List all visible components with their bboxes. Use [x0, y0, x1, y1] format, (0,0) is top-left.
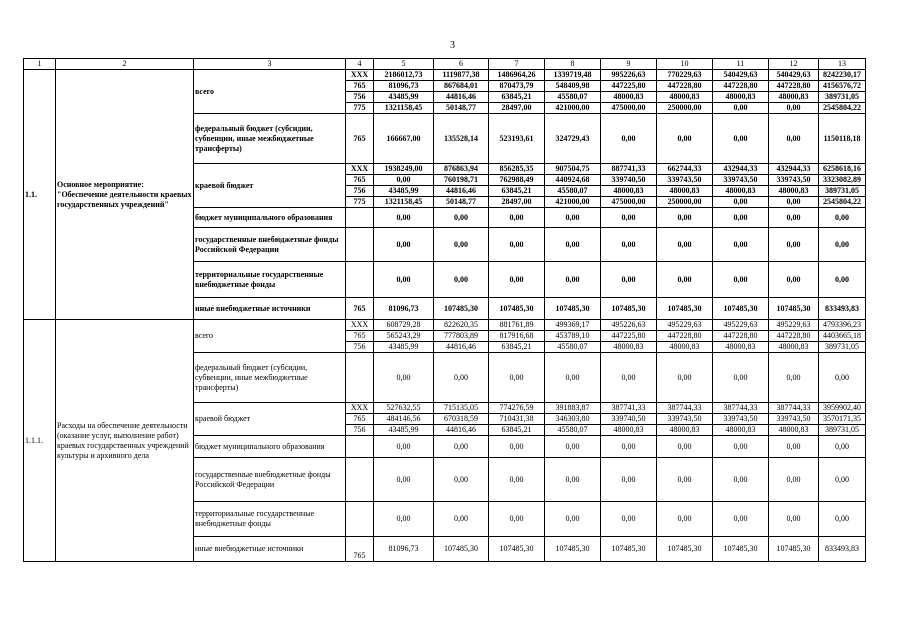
- amount-cell: 499369,17: [545, 320, 601, 331]
- amount-cell: 0,00: [374, 458, 434, 502]
- amount-cell: 447228,80: [657, 81, 713, 92]
- item-index: 1.1.1.: [24, 320, 56, 562]
- amount-cell: 662744,33: [657, 164, 713, 175]
- amount-cell: 421000,00: [545, 103, 601, 114]
- amount-cell: 0,00: [434, 502, 489, 537]
- amount-cell: 50148,77: [434, 103, 489, 114]
- amount-cell: 107485,30: [769, 537, 819, 562]
- amount-cell: 0,00: [545, 436, 601, 458]
- budget-code: 765: [346, 537, 374, 562]
- amount-cell: 447225,80: [601, 331, 657, 342]
- amount-cell: 48000,83: [713, 186, 769, 197]
- amount-cell: 0,00: [434, 208, 489, 228]
- amount-cell: 63845,21: [489, 92, 545, 103]
- amount-cell: 1321158,45: [374, 103, 434, 114]
- amount-cell: 107485,30: [489, 537, 545, 562]
- amount-cell: 0,00: [545, 353, 601, 403]
- amount-cell: 48000,83: [601, 92, 657, 103]
- amount-cell: 0,00: [601, 208, 657, 228]
- amount-cell: 4156576,72: [819, 81, 866, 92]
- amount-cell: 0,00: [601, 436, 657, 458]
- amount-cell: 0,00: [769, 228, 819, 262]
- budget-code: 765: [346, 114, 374, 164]
- amount-cell: 107485,30: [713, 298, 769, 320]
- amount-cell: 389731,05: [819, 92, 866, 103]
- amount-cell: 107485,30: [601, 298, 657, 320]
- amount-cell: 833493,83: [819, 298, 866, 320]
- amount-cell: 28497,00: [489, 197, 545, 208]
- amount-cell: 0,00: [713, 436, 769, 458]
- amount-cell: 107485,30: [545, 298, 601, 320]
- amount-cell: 135528,14: [434, 114, 489, 164]
- amount-cell: 432944,33: [769, 164, 819, 175]
- amount-cell: 44816,46: [434, 92, 489, 103]
- budget-code: XXX: [346, 70, 374, 81]
- amount-cell: 166667,00: [374, 114, 434, 164]
- amount-cell: 447228,80: [657, 331, 713, 342]
- amount-cell: 0,00: [819, 502, 866, 537]
- amount-cell: 876863,94: [434, 164, 489, 175]
- amount-cell: 1938249,00: [374, 164, 434, 175]
- amount-cell: 45580,07: [545, 186, 601, 197]
- amount-cell: 833493,83: [819, 537, 866, 562]
- amount-cell: 107485,30: [657, 298, 713, 320]
- amount-cell: 50148,77: [434, 197, 489, 208]
- amount-cell: 1339719,48: [545, 70, 601, 81]
- funding-source: федеральный бюджет (субсидии, субвенции, иные межбюджетные трансферты): [194, 114, 346, 164]
- amount-cell: 0,00: [769, 353, 819, 403]
- amount-cell: 0,00: [489, 502, 545, 537]
- amount-cell: 48000,83: [769, 342, 819, 353]
- amount-cell: 0,00: [601, 502, 657, 537]
- budget-code: 756: [346, 342, 374, 353]
- amount-cell: 0,00: [713, 114, 769, 164]
- budget-code: 765: [346, 81, 374, 92]
- amount-cell: 822620,35: [434, 320, 489, 331]
- amount-cell: 0,00: [769, 502, 819, 537]
- amount-cell: 0,00: [657, 114, 713, 164]
- budget-code: 765: [346, 175, 374, 186]
- budget-code: [346, 262, 374, 298]
- amount-cell: 484146,56: [374, 414, 434, 425]
- amount-cell: 0,00: [545, 262, 601, 298]
- amount-cell: 3959902,40: [819, 403, 866, 414]
- amount-cell: 548409,98: [545, 81, 601, 92]
- funding-source: всего: [194, 320, 346, 353]
- budget-code: 756: [346, 425, 374, 436]
- amount-cell: 4793396,23: [819, 320, 866, 331]
- column-number-row: [24, 59, 866, 70]
- amount-cell: 0,00: [769, 114, 819, 164]
- amount-cell: 817916,68: [489, 331, 545, 342]
- column-number: 9: [601, 59, 657, 70]
- amount-cell: 0,00: [769, 103, 819, 114]
- amount-cell: 107485,30: [434, 298, 489, 320]
- amount-cell: 0,00: [819, 262, 866, 298]
- column-number: 2: [56, 59, 194, 70]
- amount-cell: 540429,63: [769, 70, 819, 81]
- amount-cell: 0,00: [819, 228, 866, 262]
- amount-cell: 0,00: [713, 262, 769, 298]
- amount-cell: 339743,50: [713, 414, 769, 425]
- amount-cell: 760198,71: [434, 175, 489, 186]
- amount-cell: 0,00: [489, 353, 545, 403]
- column-number: 11: [713, 59, 769, 70]
- amount-cell: 0,00: [489, 458, 545, 502]
- amount-cell: 2545804,22: [819, 197, 866, 208]
- amount-cell: 0,00: [545, 208, 601, 228]
- amount-cell: 0,00: [545, 458, 601, 502]
- amount-cell: 0,00: [657, 262, 713, 298]
- amount-cell: 4403665,18: [819, 331, 866, 342]
- amount-cell: 81096,73: [374, 298, 434, 320]
- funding-source: краевой бюджет: [194, 164, 346, 208]
- amount-cell: 2545804,22: [819, 103, 866, 114]
- amount-cell: 48000,83: [601, 425, 657, 436]
- budget-code: 756: [346, 186, 374, 197]
- amount-cell: 421000,00: [545, 197, 601, 208]
- amount-cell: 495229,63: [657, 320, 713, 331]
- amount-cell: 107485,30: [601, 537, 657, 562]
- amount-cell: 1321158,45: [374, 197, 434, 208]
- amount-cell: 0,00: [657, 458, 713, 502]
- column-number: 7: [489, 59, 545, 70]
- budget-code: 756: [346, 92, 374, 103]
- amount-cell: 432944,33: [713, 164, 769, 175]
- amount-cell: 907504,75: [545, 164, 601, 175]
- amount-cell: 0,00: [713, 502, 769, 537]
- amount-cell: 43485,99: [374, 186, 434, 197]
- amount-cell: 0,00: [769, 436, 819, 458]
- budget-code: [346, 436, 374, 458]
- amount-cell: 346303,80: [545, 414, 601, 425]
- amount-cell: 387741,33: [601, 403, 657, 414]
- amount-cell: 495226,63: [601, 320, 657, 331]
- amount-cell: 0,00: [489, 208, 545, 228]
- amount-cell: 0,00: [713, 197, 769, 208]
- amount-cell: 339740,50: [601, 175, 657, 186]
- amount-cell: 0,00: [601, 114, 657, 164]
- amount-cell: 389731,05: [819, 342, 866, 353]
- amount-cell: 0,00: [769, 458, 819, 502]
- amount-cell: 107485,30: [434, 537, 489, 562]
- amount-cell: 44816,46: [434, 342, 489, 353]
- amount-cell: 48000,83: [769, 92, 819, 103]
- amount-cell: 440924,68: [545, 175, 601, 186]
- funding-source: краевой бюджет: [194, 403, 346, 436]
- amount-cell: 339743,50: [657, 414, 713, 425]
- table-row: [24, 70, 866, 81]
- amount-cell: 44816,46: [434, 425, 489, 436]
- amount-cell: 495229,63: [713, 320, 769, 331]
- amount-cell: 3323082,89: [819, 175, 866, 186]
- amount-cell: 540429,63: [713, 70, 769, 81]
- amount-cell: 389731,05: [819, 425, 866, 436]
- amount-cell: 762988,49: [489, 175, 545, 186]
- amount-cell: 339743,50: [657, 175, 713, 186]
- amount-cell: 107485,30: [545, 537, 601, 562]
- budget-code: XXX: [346, 403, 374, 414]
- amount-cell: 0,00: [601, 353, 657, 403]
- amount-cell: 43485,99: [374, 342, 434, 353]
- amount-cell: 0,00: [713, 228, 769, 262]
- amount-cell: 0,00: [374, 175, 434, 186]
- amount-cell: 447228,80: [713, 331, 769, 342]
- amount-cell: 0,00: [769, 197, 819, 208]
- amount-cell: 447228,80: [769, 331, 819, 342]
- amount-cell: 43485,99: [374, 92, 434, 103]
- column-number: 3: [194, 59, 346, 70]
- page-number: 3: [450, 40, 455, 51]
- item-title: Расходы на обеспечение деятельности (оказание услуг, выполнение работ) краевых государственных учреждений культуры и архивного дела: [56, 320, 194, 562]
- budget-table: [23, 58, 866, 562]
- amount-cell: 495229,63: [769, 320, 819, 331]
- amount-cell: 0,00: [434, 436, 489, 458]
- amount-cell: 0,00: [545, 228, 601, 262]
- amount-cell: 0,00: [434, 262, 489, 298]
- amount-cell: 48000,83: [713, 342, 769, 353]
- amount-cell: 48000,83: [657, 425, 713, 436]
- amount-cell: 48000,83: [713, 425, 769, 436]
- amount-cell: 0,00: [374, 502, 434, 537]
- budget-code: 765: [346, 331, 374, 342]
- amount-cell: 0,00: [819, 208, 866, 228]
- amount-cell: 0,00: [374, 228, 434, 262]
- amount-cell: 0,00: [657, 436, 713, 458]
- amount-cell: 107485,30: [713, 537, 769, 562]
- amount-cell: 0,00: [713, 458, 769, 502]
- amount-cell: 710431,38: [489, 414, 545, 425]
- amount-cell: 389731,05: [819, 186, 866, 197]
- funding-source: территориальные государственные внебюджетные фонды: [194, 262, 346, 298]
- column-number: 6: [434, 59, 489, 70]
- amount-cell: 0,00: [374, 208, 434, 228]
- item-title: Основное мероприятие: "Обеспечение деятельности краевых государственных учреждений": [56, 70, 194, 320]
- amount-cell: 0,00: [374, 436, 434, 458]
- amount-cell: 447228,80: [713, 81, 769, 92]
- amount-cell: 324729,43: [545, 114, 601, 164]
- amount-cell: 1119877,38: [434, 70, 489, 81]
- table-row: [24, 320, 866, 331]
- amount-cell: 45580,07: [545, 92, 601, 103]
- amount-cell: 0,00: [769, 262, 819, 298]
- column-number: 8: [545, 59, 601, 70]
- amount-cell: 887741,33: [601, 164, 657, 175]
- budget-code: XXX: [346, 164, 374, 175]
- amount-cell: 0,00: [819, 353, 866, 403]
- funding-source: иные внебюджетные источники: [194, 537, 346, 562]
- amount-cell: 0,00: [489, 436, 545, 458]
- column-number: 5: [374, 59, 434, 70]
- budget-code: 765: [346, 298, 374, 320]
- amount-cell: 391883,87: [545, 403, 601, 414]
- amount-cell: 777803,89: [434, 331, 489, 342]
- column-number: 13: [819, 59, 866, 70]
- amount-cell: 870473,79: [489, 81, 545, 92]
- amount-cell: 867684,01: [434, 81, 489, 92]
- amount-cell: 1150118,18: [819, 114, 866, 164]
- funding-source: иные внебюджетные источники: [194, 298, 346, 320]
- amount-cell: 8242230,17: [819, 70, 866, 81]
- amount-cell: 48000,83: [657, 92, 713, 103]
- amount-cell: 0,00: [819, 436, 866, 458]
- budget-code: 775: [346, 103, 374, 114]
- amount-cell: 48000,83: [713, 92, 769, 103]
- amount-cell: 475000,00: [601, 103, 657, 114]
- amount-cell: 48000,83: [769, 425, 819, 436]
- budget-code: 775: [346, 197, 374, 208]
- budget-code: [346, 353, 374, 403]
- amount-cell: 0,00: [657, 228, 713, 262]
- amount-cell: 48000,83: [657, 186, 713, 197]
- funding-source: территориальные государственные внебюджетные фонды: [194, 502, 346, 537]
- amount-cell: 453789,10: [545, 331, 601, 342]
- column-number: 12: [769, 59, 819, 70]
- amount-cell: 48000,83: [769, 186, 819, 197]
- amount-cell: 387744,33: [713, 403, 769, 414]
- amount-cell: 81096,73: [374, 537, 434, 562]
- item-index: 1.1.: [24, 70, 56, 320]
- amount-cell: 387744,33: [769, 403, 819, 414]
- amount-cell: 3570171,35: [819, 414, 866, 425]
- amount-cell: 0,00: [545, 502, 601, 537]
- amount-cell: 0,00: [657, 353, 713, 403]
- amount-cell: 339743,50: [769, 175, 819, 186]
- amount-cell: 0,00: [713, 103, 769, 114]
- amount-cell: 0,00: [601, 228, 657, 262]
- amount-cell: 0,00: [657, 502, 713, 537]
- amount-cell: 387744,33: [657, 403, 713, 414]
- amount-cell: 339740,50: [601, 414, 657, 425]
- amount-cell: 0,00: [713, 208, 769, 228]
- column-number: 10: [657, 59, 713, 70]
- amount-cell: 48000,83: [601, 342, 657, 353]
- amount-cell: 0,00: [434, 228, 489, 262]
- amount-cell: 44816,46: [434, 186, 489, 197]
- amount-cell: 63845,21: [489, 425, 545, 436]
- amount-cell: 475000,00: [601, 197, 657, 208]
- funding-source: бюджет муниципального образования: [194, 208, 346, 228]
- amount-cell: 0,00: [601, 262, 657, 298]
- amount-cell: 856285,35: [489, 164, 545, 175]
- funding-source: всего: [194, 70, 346, 114]
- amount-cell: 995226,63: [601, 70, 657, 81]
- amount-cell: 0,00: [713, 353, 769, 403]
- budget-code: [346, 208, 374, 228]
- amount-cell: 0,00: [434, 353, 489, 403]
- funding-source: федеральный бюджет (субсидии, субвенции, иные межбюджетные трансферты): [194, 353, 346, 403]
- funding-source: государственные внебюджетные фонды Российской Федерации: [194, 228, 346, 262]
- amount-cell: 6258618,16: [819, 164, 866, 175]
- amount-cell: 774276,59: [489, 403, 545, 414]
- amount-cell: 608729,28: [374, 320, 434, 331]
- funding-source: государственные внебюджетные фонды Российской Федерации: [194, 458, 346, 502]
- amount-cell: 28497,00: [489, 103, 545, 114]
- amount-cell: 0,00: [819, 458, 866, 502]
- amount-cell: 107485,30: [657, 537, 713, 562]
- amount-cell: 81096,73: [374, 81, 434, 92]
- column-number: 1: [24, 59, 56, 70]
- budget-code: 765: [346, 414, 374, 425]
- amount-cell: 0,00: [489, 262, 545, 298]
- amount-cell: 63845,21: [489, 342, 545, 353]
- budget-code: [346, 502, 374, 537]
- amount-cell: 107485,30: [769, 298, 819, 320]
- amount-cell: 523193,61: [489, 114, 545, 164]
- budget-code: XXX: [346, 320, 374, 331]
- amount-cell: 565243,29: [374, 331, 434, 342]
- amount-cell: 0,00: [374, 262, 434, 298]
- amount-cell: 48000,83: [657, 342, 713, 353]
- amount-cell: 0,00: [489, 228, 545, 262]
- amount-cell: 0,00: [374, 353, 434, 403]
- amount-cell: 670318,59: [434, 414, 489, 425]
- amount-cell: 107485,30: [489, 298, 545, 320]
- funding-source: бюджет муниципального образования: [194, 436, 346, 458]
- amount-cell: 0,00: [601, 458, 657, 502]
- amount-cell: 45580,07: [545, 425, 601, 436]
- amount-cell: 43485,99: [374, 425, 434, 436]
- amount-cell: 250000,00: [657, 197, 713, 208]
- amount-cell: 527632,55: [374, 403, 434, 414]
- amount-cell: 339743,50: [713, 175, 769, 186]
- amount-cell: 447228,80: [769, 81, 819, 92]
- amount-cell: 770229,63: [657, 70, 713, 81]
- amount-cell: 1486964,26: [489, 70, 545, 81]
- amount-cell: 250000,00: [657, 103, 713, 114]
- amount-cell: 715135,05: [434, 403, 489, 414]
- amount-cell: 881761,89: [489, 320, 545, 331]
- amount-cell: 339743,50: [769, 414, 819, 425]
- budget-code: [346, 458, 374, 502]
- amount-cell: 2186012,73: [374, 70, 434, 81]
- amount-cell: 0,00: [769, 208, 819, 228]
- amount-cell: 447225,80: [601, 81, 657, 92]
- budget-code: [346, 228, 374, 262]
- column-number: 4: [346, 59, 374, 70]
- amount-cell: 0,00: [657, 208, 713, 228]
- amount-cell: 45580,07: [545, 342, 601, 353]
- amount-cell: 48000,83: [601, 186, 657, 197]
- amount-cell: 63845,21: [489, 186, 545, 197]
- amount-cell: 0,00: [434, 458, 489, 502]
